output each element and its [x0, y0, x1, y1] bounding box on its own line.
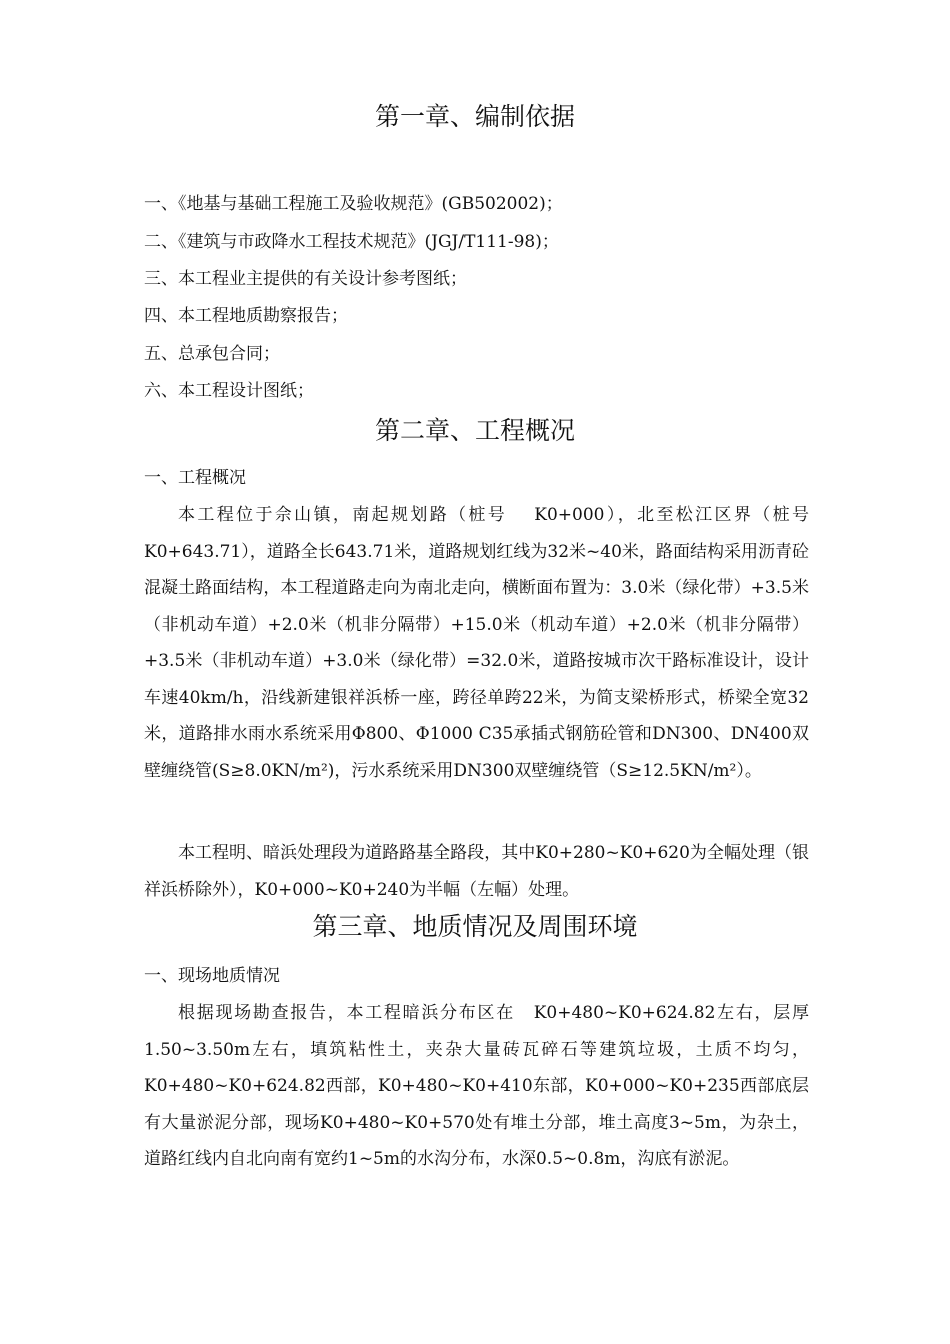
basis-item-2: 二、《建筑与市政降水工程技术规范》(JGJ/T111-98)； [144, 232, 559, 252]
basis-item-6: 六、本工程设计图纸； [144, 381, 314, 401]
chapter-2-title: 第二章、工程概况 [374, 416, 575, 445]
chapter-3-title: 第三章、地质情况及周围环境 [312, 912, 638, 941]
project-overview-paragraph: 本工程位于佘山镇，南起规划路（桩号 K0+000），北至松江区界（桩号K0+643.71），道路全长643.71米，道路规划红线为32米~40米，路面结构采用沥青砼混凝土路面结构，本工程道路走向为南北走向，横断面布置为：3.0米（绿化带）+3.5米（非机动车道）+2.0米（机非分隔带）+15.0米（机动车道）+2.0米（机非分隔带）+3.5米（非机动车道）+3.0米（绿化带）=32.0米，道路按城市次干路标准设计，设计车速40km/h，沿线新建银祥浜桥一座，跨径单跨22米，为简支梁桥形式，桥梁全宽32米，道路排水雨水系统采用Φ800、Φ1000 C35承插式钢筋砼管和DN300、DN400双壁缠绕管(S≥8.0KN/m²)，污水系统采用DN300双壁缠绕管（S≥12.5KN/m²）。 [144, 505, 809, 781]
basis-item-1: 一、《地基与基础工程施工及验收规范》(GB502002)； [144, 194, 563, 214]
treatment-section-paragraph: 本工程明、暗浜处理段为道路路基全路段，其中K0+280~K0+620为全幅处理（银祥浜桥除外），K0+000~K0+240为半幅（左幅）处理。 [144, 843, 809, 900]
section-project-overview: 一、工程概况 [144, 468, 246, 488]
site-geology-paragraph: 根据现场勘查报告，本工程暗浜分布区在 K0+480~K0+624.82左右，层厚1.50~3.50m左右，填筑粘性土，夹杂大量砖瓦碎石等建筑垃圾，土质不均匀，K0+480~K0+624.82西部，K0+480~K0+410东部，K0+000~K0+235西部底层有大量淤泥分部，现场K0+480~K0+570处有堆土分部，堆土高度3~5m，为杂土，道路红线内自北向南有宽约1~5m的水沟分布，水深0.5~0.8m，沟底有淤泥。 [144, 1003, 809, 1169]
section-site-geology: 一、现场地质情况 [144, 966, 280, 986]
basis-item-5: 五、总承包合同； [144, 344, 280, 364]
basis-item-3: 三、本工程业主提供的有关设计参考图纸； [144, 269, 467, 289]
basis-item-4: 四、本工程地质勘察报告； [144, 306, 348, 326]
chapter-1-title: 第一章、编制依据 [374, 102, 575, 131]
